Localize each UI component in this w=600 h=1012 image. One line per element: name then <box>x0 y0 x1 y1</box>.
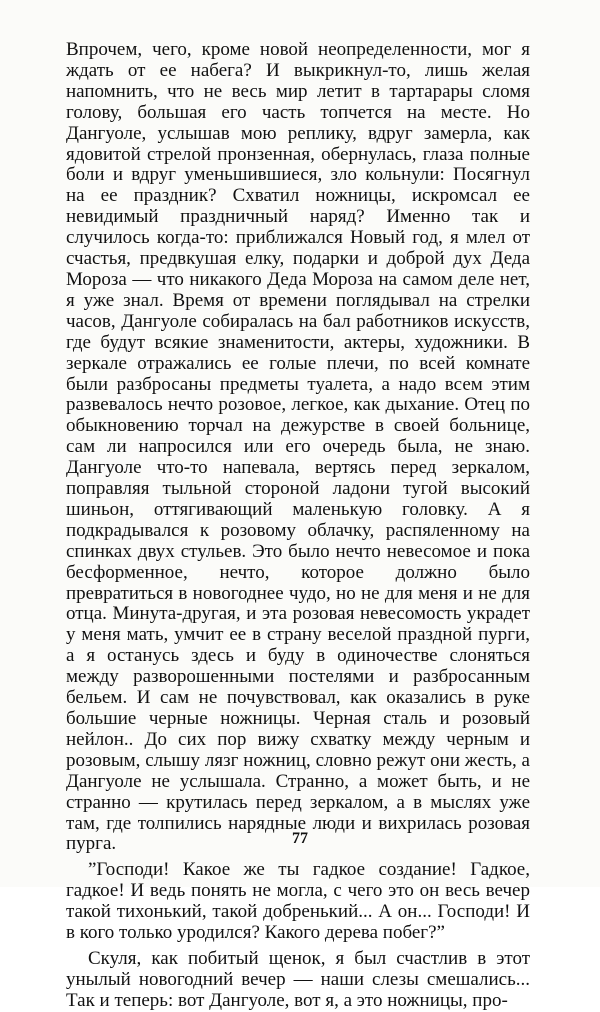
paragraph: ”Господи! Какое же ты гадкое создание! Гадкое, гадкое! И ведь понять не могла, с чего это он весь вечер такой тихонький, такой добренький... А он... Господи! И в кого только уродился? Какого дерева побег?” <box>66 859 530 944</box>
paragraph: Впрочем, чего, кроме новой неопределенности, мог я ждать от ее набега? И выкрикнул-то, лишь желая напомнить, что не весь мир летит в тартарары сломя голову, большая его часть топчется на месте. Но Дангуоле, услышав мою реплику, вдруг замерла, как ядовитой стрелой пронзенная, обернулась, глаза полные боли и вдруг уменьшившиеся, зло кольнули: Посягнул на ее праздник? Схватил ножницы, искромсал ее невидимый праздничный наряд? Именно так и случилось когда-то: приближался Новый год, я млел от счастья, предвкушая елку, подарки и доброй дух Деда Мороза — что никакого Деда Мороза на самом деле нет, я уже знал. Время от времени поглядывал на стрелки часов, Дангуоле собиралась на бал работников искусств, где будут всякие знаменитости, актеры, художники. В зеркале отражались ее голые плечи, по всей комнате были разбросаны предметы туалета, а надо всем этим развевалось нечто розовое, легкое, как дыхание. Отец по обыкновению торчал на дежурстве в своей больнице, сам ли напросился или его очередь была, не знаю. Дангуоле что-то напевала, вертясь перед зеркалом, поправляя тыльной стороной ладони тугой высокий шиньон, оттягивающий маленькую головку. А я подкрадывался к розовому облачку, распяленному на спинках двух стульев. Это было нечто невесомое и пока бесформенное, нечто, которое должно было превратиться в новогоднее чудо, но не для меня и не для отца. Минута-другая, и эта розовая невесомость украдет у меня мать, умчит ее в страну веселой праздной пурги, а я останусь здесь и буду в одиночестве слоняться между разворошенными постелями и разбросанным бельем. И сам не почувствовал, как оказались в руке большие черные ножницы. Черная сталь и розовый нейлон.. До сих пор вижу схватку между черным и розовым, слышу лязг ножниц, словно режут они жесть, а Дангуоле не услышала. Странно, а может быть, и не странно — крутилась перед зеркалом, а в мыслях уже там, где толпились нарядные люди и вихрилась розовая пурга. <box>66 39 530 855</box>
paragraph: Скуля, как побитый щенок, я был счастлив в этот унылый новогодний вечер — наши слезы смешались... Так и теперь: вот Дангуоле, вот я, а это ножницы, про- <box>66 947 530 1011</box>
body-text <box>66 40 530 1012</box>
page-number: 77 <box>292 830 308 847</box>
